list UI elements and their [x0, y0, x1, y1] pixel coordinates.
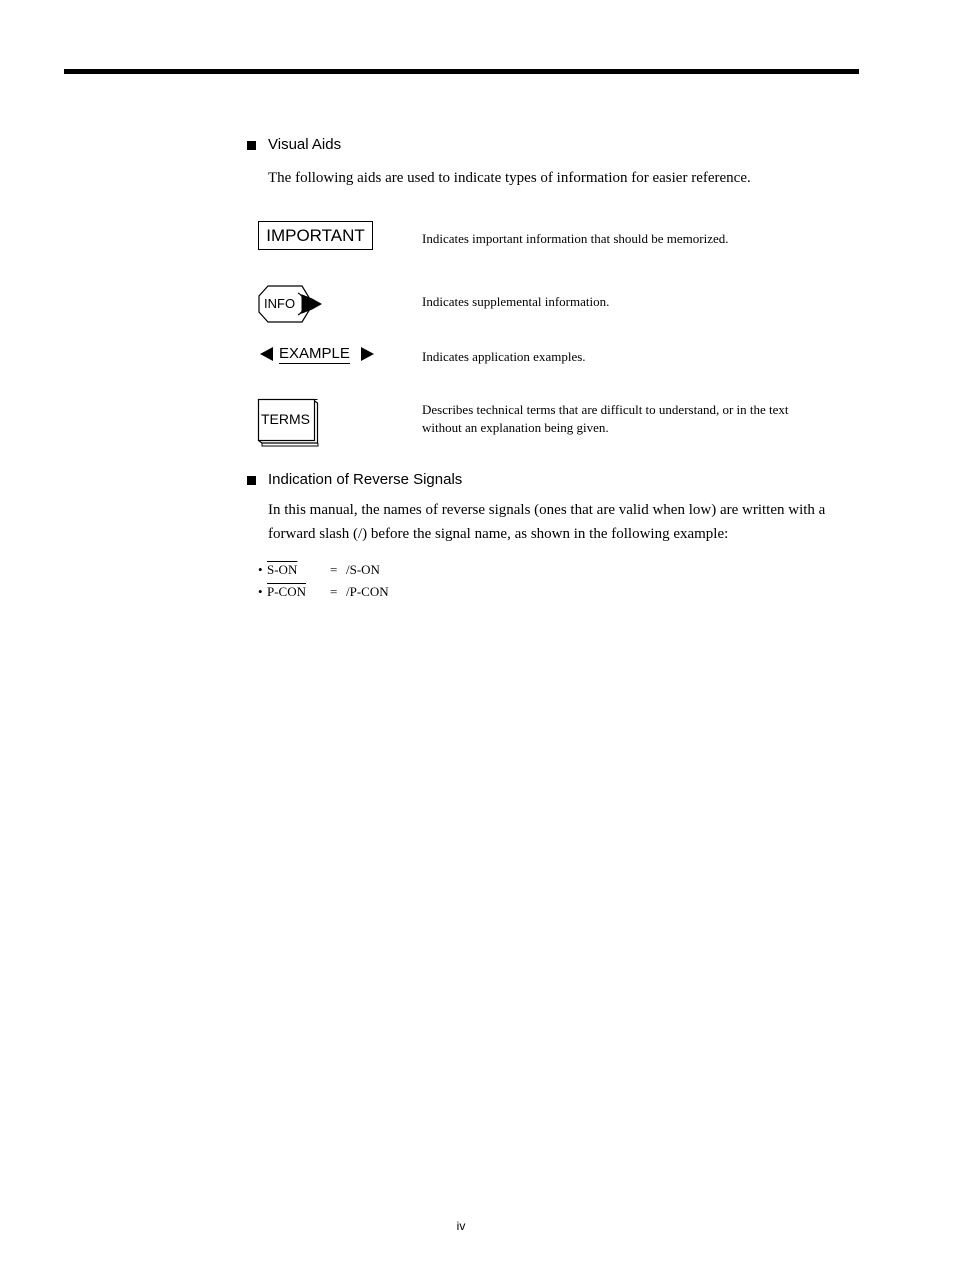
reverse-signals-paragraph-line2: forward slash (/) before the signal name, as shown in the following example: — [268, 526, 729, 542]
square-bullet-icon — [247, 476, 256, 485]
section-heading-visual-aids: Visual Aids — [268, 136, 342, 153]
info-description: Indicates supplemental information. — [422, 294, 610, 309]
example-label: EXAMPLE — [279, 345, 350, 362]
list-bullet: • — [258, 584, 263, 599]
section-heading-reverse-signals: Indication of Reverse Signals — [268, 471, 463, 488]
example-description: Indicates application examples. — [422, 349, 586, 364]
signal-equivalent-s-on: /S-ON — [346, 562, 380, 577]
terms-description-line1: Describes technical terms that are difficult to understand, or in the text — [422, 402, 789, 417]
important-description: Indicates important information that should be memorized. — [422, 231, 729, 246]
terms-description-line2: without an explanation being given. — [422, 420, 609, 435]
signal-equivalent-p-con: /P-CON — [346, 584, 389, 599]
info-label: INFO — [264, 296, 296, 311]
important-label: IMPORTANT — [258, 221, 373, 250]
square-bullet-icon — [247, 141, 256, 150]
terms-label: TERMS — [261, 411, 310, 427]
list-bullet: • — [258, 562, 263, 577]
signal-name-p-con: P-CON — [267, 584, 307, 599]
list-item — [258, 584, 263, 600]
list-item — [258, 562, 263, 578]
page-number: iv — [456, 1219, 466, 1233]
signal-name-s-on: S-ON — [267, 562, 298, 577]
left-arrow-icon — [260, 347, 273, 361]
header-rule — [64, 69, 859, 74]
visual-aids-intro: The following aids are used to indicate types of information for easier reference. — [268, 170, 751, 186]
right-arrow-icon — [361, 347, 374, 361]
reverse-signals-paragraph-line1: In this manual, the names of reverse signals (ones that are valid when low) are written with a — [268, 502, 826, 518]
equals-sign: = — [330, 584, 338, 599]
equals-sign: = — [330, 562, 338, 577]
